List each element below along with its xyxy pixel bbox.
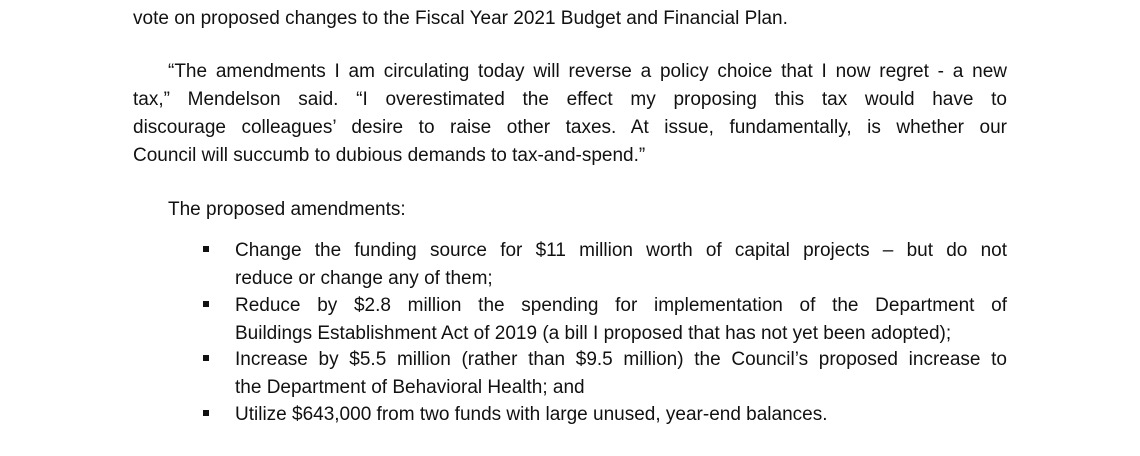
amendment-1-line-1: Change the funding source for $11 million worth of capital projects – but do not (235, 240, 1007, 261)
quote-line-4: Council will succumb to dubious demands to tax-and-spend.” (133, 145, 646, 166)
amendment-3-line-1: Increase by $5.5 million (rather than $9.5 million) the Council’s proposed increase to (235, 349, 1007, 370)
amendment-2-line-1: Reduce by $2.8 million the spending for implementation of the Department of (235, 295, 1007, 316)
bullet-icon (203, 246, 209, 252)
intro-line: vote on proposed changes to the Fiscal Year 2021 Budget and Financial Plan. (133, 8, 788, 29)
amendment-4-line-1: Utilize $643,000 from two funds with large unused, year-end balances. (235, 404, 828, 425)
amendments-heading: The proposed amendments: (168, 199, 406, 220)
amendment-2-line-2: Buildings Establishment Act of 2019 (a bill I proposed that has not yet been adopted); (235, 323, 952, 344)
amendment-1-line-2: reduce or change any of them; (235, 268, 493, 289)
quote-line-1: “The amendments I am circulating today will reverse a policy choice that I now regret - a new (168, 61, 1007, 82)
quote-line-3: discourage colleagues’ desire to raise other taxes. At issue, fundamentally, is whether our (133, 117, 1007, 138)
bullet-icon (203, 410, 209, 416)
amendment-3-line-2: the Department of Behavioral Health; and (235, 377, 585, 398)
bullet-icon (203, 355, 209, 361)
bullet-icon (203, 301, 209, 307)
quote-line-2: tax,” Mendelson said. “I overestimated the effect my proposing this tax would have to (133, 89, 1007, 110)
